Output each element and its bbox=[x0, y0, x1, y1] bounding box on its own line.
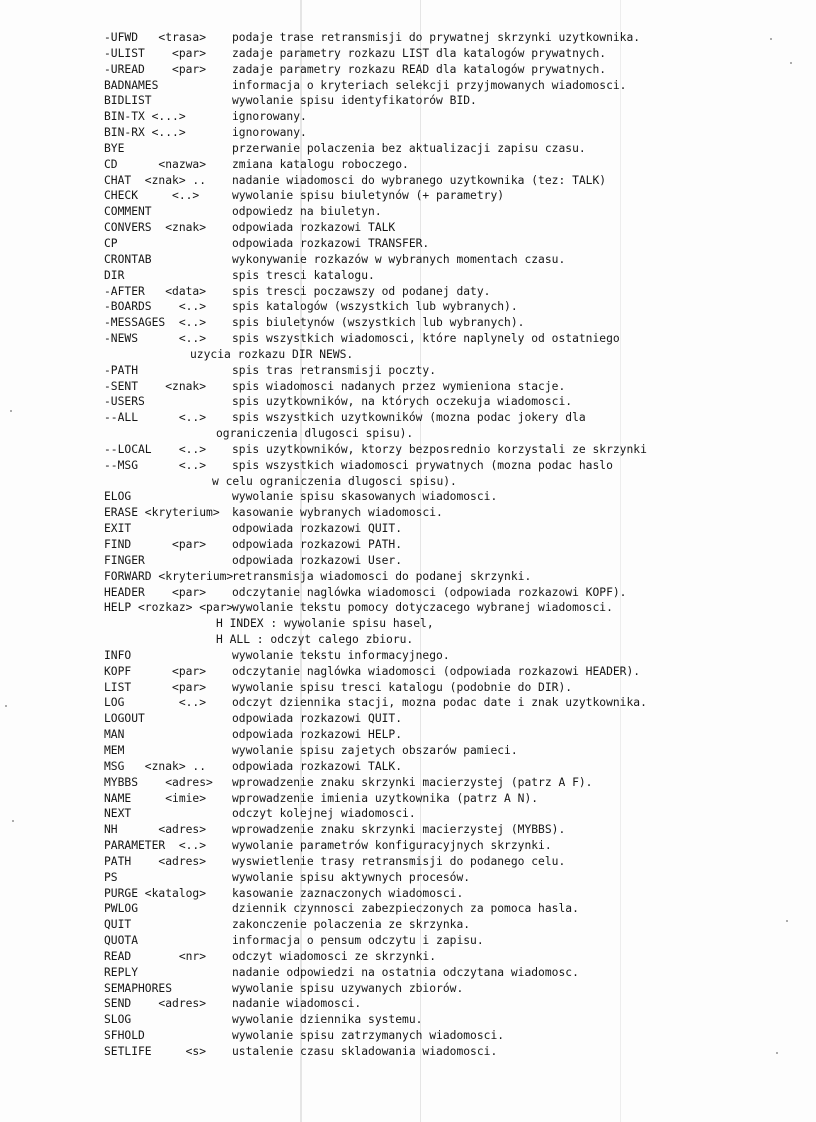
continuation-text: ograniczenia dlugosci spisu). bbox=[216, 427, 414, 441]
command-description: kasowanie wybranych wiadomosci. bbox=[232, 506, 443, 520]
command-name: FORWARD <kryterium> bbox=[104, 569, 234, 583]
command-entry bbox=[104, 917, 804, 933]
command-name: BIN-RX <...> bbox=[104, 126, 186, 140]
continuation-text: H ALL : odczyt calego zbioru. bbox=[216, 633, 414, 647]
command-name: BIN-TX <...> bbox=[104, 110, 186, 124]
command-entry bbox=[104, 664, 804, 680]
command-entry bbox=[104, 30, 804, 46]
command-entry bbox=[104, 1044, 804, 1060]
command-name: CHAT <znak> .. bbox=[104, 173, 207, 187]
command-name: SEMAPHORES bbox=[104, 981, 173, 995]
command-entry bbox=[104, 791, 804, 807]
command-entry bbox=[104, 996, 804, 1012]
continuation-text: w celu ograniczenia dlugosci spisu). bbox=[212, 474, 457, 488]
command-entry bbox=[104, 854, 804, 870]
command-entry bbox=[104, 505, 804, 521]
command-entry bbox=[104, 379, 804, 395]
command-description: spis wszystkich wiadomosci, które naplynely od ostatniego bbox=[232, 332, 620, 346]
command-name: CRONTAB bbox=[104, 252, 152, 266]
command-entry bbox=[104, 933, 804, 949]
command-entry bbox=[104, 965, 804, 981]
command-name: MYBBS <adres> bbox=[104, 775, 213, 789]
continuation-text: uzycia rozkazu DIR NEWS. bbox=[190, 347, 354, 361]
command-entry bbox=[104, 442, 804, 458]
command-name: SEND <adres> bbox=[104, 997, 207, 1011]
command-description: przerwanie polaczenia bez aktualizacji zapisu czasu. bbox=[232, 141, 586, 155]
command-description: informacja o pensum odczytu i zapisu. bbox=[232, 934, 484, 948]
command-name: MEM bbox=[104, 743, 125, 757]
command-entry bbox=[104, 78, 804, 94]
command-entry bbox=[104, 236, 804, 252]
command-entry bbox=[104, 585, 804, 601]
command-name: QUIT bbox=[104, 918, 132, 932]
command-description: spis uzytkowników, na których oczekuja wiadomosci. bbox=[232, 395, 573, 409]
command-entry bbox=[104, 173, 804, 189]
command-description: odczyt dziennika stacji, mozna podac date i znak uzytkownika. bbox=[232, 696, 647, 710]
command-description: odpowiada rozkazowi TRANSFER. bbox=[232, 236, 430, 250]
command-description: wywolanie spisu zatrzymanych wiadomosci. bbox=[232, 1029, 505, 1043]
command-name: MAN bbox=[104, 728, 125, 742]
command-name: PWLOG bbox=[104, 902, 139, 916]
command-entry bbox=[104, 268, 804, 284]
command-description: zmiana katalogu roboczego. bbox=[232, 157, 409, 171]
command-description: odpowiada rozkazowi TALK. bbox=[232, 759, 403, 773]
command-entry bbox=[104, 680, 804, 696]
command-name: SETLIFE <s> bbox=[104, 1045, 207, 1058]
command-description: odczyt kolejnej wiadomosci. bbox=[232, 807, 416, 821]
command-description: odczytanie naglówka wiadomosci (odpowiada rozkazowi KOPF). bbox=[232, 585, 627, 599]
command-entry bbox=[104, 648, 804, 664]
command-name: FINGER bbox=[104, 553, 145, 567]
command-entry bbox=[104, 521, 804, 537]
command-description: wyswietlenie trasy retransmisji do podanego celu. bbox=[232, 854, 566, 868]
command-entry bbox=[104, 125, 804, 141]
command-entry bbox=[104, 1012, 804, 1028]
command-description: odpowiada rozkazowi PATH. bbox=[232, 538, 403, 551]
command-name: -NEWS <..> bbox=[104, 332, 207, 346]
command-entry bbox=[104, 695, 804, 711]
command-entry bbox=[104, 1028, 804, 1044]
command-name: LOG <..> bbox=[104, 696, 207, 710]
command-description: wywolanie spisu uzywanych zbiorów. bbox=[232, 981, 464, 995]
command-description: zadaje parametry rozkazu LIST dla katalogów prywatnych. bbox=[232, 46, 607, 60]
continuation-line bbox=[104, 616, 804, 632]
command-description: podaje trase retransmisji do prywatnej skrzynki uzytkownika. bbox=[232, 31, 641, 44]
command-name: NEXT bbox=[104, 807, 132, 821]
command-entry bbox=[104, 109, 804, 125]
scan-speck bbox=[5, 705, 7, 707]
command-description: spis tras retransmisji poczty. bbox=[232, 363, 437, 377]
command-name: EXIT bbox=[104, 522, 132, 536]
command-description: odpowiada rozkazowi HELP. bbox=[232, 728, 403, 742]
command-name: BIDLIST bbox=[104, 94, 152, 108]
command-name: ERASE <kryterium> bbox=[104, 506, 220, 520]
command-description: wywolanie spisu tresci katalogu (podobnie do DIR). bbox=[232, 680, 573, 694]
command-entry bbox=[104, 838, 804, 854]
command-entry bbox=[104, 252, 804, 268]
command-description: wywolanie tekstu pomocy dotyczacego wybranej wiadomosci. bbox=[232, 601, 613, 615]
command-name: --ALL <..> bbox=[104, 411, 207, 425]
command-description: wywolanie spisu identyfikatorów BID. bbox=[232, 94, 477, 108]
command-entry bbox=[104, 157, 804, 173]
command-entry bbox=[104, 727, 804, 743]
command-name: ELOG bbox=[104, 490, 132, 504]
command-description: ignorowany. bbox=[232, 110, 307, 124]
command-entry bbox=[104, 141, 804, 157]
continuation-line bbox=[104, 474, 804, 490]
command-name: FIND <par> bbox=[104, 538, 207, 551]
command-description: kasowanie zaznaczonych wiadomosci. bbox=[232, 886, 464, 900]
command-name: -BOARDS <..> bbox=[104, 300, 207, 314]
command-name: -MESSAGES <..> bbox=[104, 316, 207, 330]
command-description: wprowadzenie znaku skrzynki macierzystej (patrz A F). bbox=[232, 775, 593, 789]
command-name: HEADER <par> bbox=[104, 585, 207, 599]
command-name: NH <adres> bbox=[104, 823, 207, 837]
command-name: LOGOUT bbox=[104, 712, 145, 726]
command-name: PATH <adres> bbox=[104, 854, 207, 868]
command-description: ignorowany. bbox=[232, 126, 307, 140]
command-name: BADNAMES bbox=[104, 78, 159, 92]
command-name: CP bbox=[104, 236, 118, 250]
command-entry bbox=[104, 822, 804, 838]
command-name: READ <nr> bbox=[104, 949, 207, 963]
command-list bbox=[104, 30, 804, 1060]
command-entry bbox=[104, 394, 804, 410]
command-description: informacja o kryteriach selekcji przyjmowanych wiadomosci. bbox=[232, 78, 627, 92]
command-description: wywolanie spisu zajetych obszarów pamieci. bbox=[232, 743, 518, 757]
command-name: KOPF <par> bbox=[104, 664, 207, 678]
command-entry bbox=[104, 600, 804, 616]
command-name: --MSG <..> bbox=[104, 458, 207, 472]
command-name: SFHOLD bbox=[104, 1029, 145, 1043]
command-description: spis wszystkich uzytkowników (mozna podac jokery dla bbox=[232, 411, 586, 425]
command-entry bbox=[104, 806, 804, 822]
command-name: BYE bbox=[104, 141, 125, 155]
command-entry bbox=[104, 315, 804, 331]
command-description: spis tresci katalogu. bbox=[232, 268, 375, 282]
command-description: zadaje parametry rozkazu READ dla katalogów prywatnych. bbox=[232, 62, 607, 76]
command-entry bbox=[104, 981, 804, 997]
command-entry bbox=[104, 759, 804, 775]
command-entry bbox=[104, 93, 804, 109]
command-entry bbox=[104, 489, 804, 505]
scan-speck bbox=[10, 410, 12, 412]
command-description: wywolanie tekstu informacyjnego. bbox=[232, 648, 450, 662]
command-description: wywolanie spisu skasowanych wiadomosci. bbox=[232, 490, 498, 504]
command-entry bbox=[104, 331, 804, 347]
command-name: NAME <imie> bbox=[104, 791, 207, 805]
command-description: odpowiada rozkazowi TALK bbox=[232, 221, 396, 235]
command-entry bbox=[104, 775, 804, 791]
command-description: spis uzytkowników, ktorzy bezposrednio korzystali ze skrzynki bbox=[232, 442, 647, 456]
command-description: odpowiada rozkazowi User. bbox=[232, 553, 403, 567]
command-description: spis wszystkich wiadomosci prywatnych (mozna podac haslo bbox=[232, 458, 613, 472]
command-entry bbox=[104, 46, 804, 62]
command-description: nadanie wiadomosci do wybranego uzytkownika (tez: TALK) bbox=[232, 173, 607, 187]
command-description: odczyt wiadomosci ze skrzynki. bbox=[232, 949, 437, 963]
command-name: COMMENT bbox=[104, 205, 152, 219]
command-entry bbox=[104, 299, 804, 315]
command-name: -AFTER <data> bbox=[104, 284, 207, 298]
command-name: PURGE <katalog> bbox=[104, 886, 207, 900]
command-name: MSG <znak> .. bbox=[104, 759, 207, 773]
command-name: -PATH bbox=[104, 363, 139, 377]
command-description: odpowiada rozkazowi QUIT. bbox=[232, 522, 403, 536]
command-description: retransmisja wiadomosci do podanej skrzynki. bbox=[232, 569, 532, 583]
command-name: -USERS bbox=[104, 395, 145, 409]
command-description: wywolanie spisu biuletynów (+ parametry) bbox=[232, 189, 505, 203]
command-description: ustalenie czasu skladowania wiadomosci. bbox=[232, 1045, 498, 1058]
command-entry bbox=[104, 410, 804, 426]
command-description: nadanie wiadomosci. bbox=[232, 997, 362, 1011]
command-description: nadanie odpowiedzi na ostatnia odczytana wiadomosc. bbox=[232, 965, 579, 979]
command-description: odpowiada rozkazowi QUIT. bbox=[232, 712, 403, 726]
command-name: DIR bbox=[104, 268, 125, 282]
command-description: wywolanie dziennika systemu. bbox=[232, 1013, 423, 1027]
command-description: wywolanie spisu aktywnych procesów. bbox=[232, 870, 471, 884]
command-description: odczytanie naglówka wiadomosci (odpowiada rozkazowi HEADER). bbox=[232, 664, 641, 678]
command-name: --LOCAL <..> bbox=[104, 442, 207, 456]
command-description: spis biuletynów (wszystkich lub wybranych). bbox=[232, 316, 525, 330]
command-description: zakonczenie polaczenia ze skrzynka. bbox=[232, 918, 471, 932]
command-entry bbox=[104, 949, 804, 965]
command-entry bbox=[104, 62, 804, 78]
command-name: PS bbox=[104, 870, 118, 884]
command-entry bbox=[104, 204, 804, 220]
command-entry bbox=[104, 188, 804, 204]
command-entry bbox=[104, 220, 804, 236]
command-name: CD <nazwa> bbox=[104, 157, 207, 171]
command-entry bbox=[104, 458, 804, 474]
command-entry bbox=[104, 553, 804, 569]
command-name: PARAMETER <..> bbox=[104, 839, 207, 853]
command-entry bbox=[104, 363, 804, 379]
command-name: -UREAD <par> bbox=[104, 62, 207, 76]
command-entry bbox=[104, 569, 804, 585]
command-name: HELP <rozkaz> <par> bbox=[104, 601, 234, 615]
command-name: -ULIST <par> bbox=[104, 46, 207, 60]
command-entry bbox=[104, 537, 804, 553]
command-description: odpowiedz na biuletyn. bbox=[232, 205, 382, 219]
command-entry bbox=[104, 711, 804, 727]
command-name: QUOTA bbox=[104, 934, 139, 948]
command-description: wykonywanie rozkazów w wybranych momentach czasu. bbox=[232, 252, 566, 266]
command-name: INFO bbox=[104, 648, 132, 662]
command-name: SLOG bbox=[104, 1013, 132, 1027]
command-name: REPLY bbox=[104, 965, 139, 979]
command-description: wprowadzenie imienia uzytkownika (patrz A N). bbox=[232, 791, 539, 805]
command-description: wprowadzenie znaku skrzynki macierzystej (MYBBS). bbox=[232, 823, 566, 837]
command-description: spis wiadomosci nadanych przez wymieniona stacje. bbox=[232, 379, 566, 393]
continuation-line bbox=[104, 347, 804, 363]
command-name: CONVERS <znak> bbox=[104, 221, 207, 235]
command-name: CHECK <..> bbox=[104, 189, 200, 203]
command-name: LIST <par> bbox=[104, 680, 207, 694]
command-entry bbox=[104, 870, 804, 886]
command-name: -UFWD <trasa> bbox=[104, 31, 207, 44]
command-entry bbox=[104, 901, 804, 917]
continuation-line bbox=[104, 426, 804, 442]
continuation-line bbox=[104, 632, 804, 648]
command-description: wywolanie parametrów konfiguracyjnych skrzynki. bbox=[232, 839, 552, 853]
command-name: -SENT <znak> bbox=[104, 379, 207, 393]
command-description: spis tresci poczawszy od podanej daty. bbox=[232, 284, 491, 298]
command-entry bbox=[104, 284, 804, 300]
continuation-text: H INDEX : wywolanie spisu hasel, bbox=[216, 617, 434, 631]
command-entry bbox=[104, 743, 804, 759]
command-entry bbox=[104, 886, 804, 902]
command-description: dziennik czynnosci zabezpieczonych za pomoca hasla. bbox=[232, 902, 579, 916]
scan-speck bbox=[12, 820, 14, 822]
command-description: spis katalogów (wszystkich lub wybranych). bbox=[232, 300, 518, 314]
